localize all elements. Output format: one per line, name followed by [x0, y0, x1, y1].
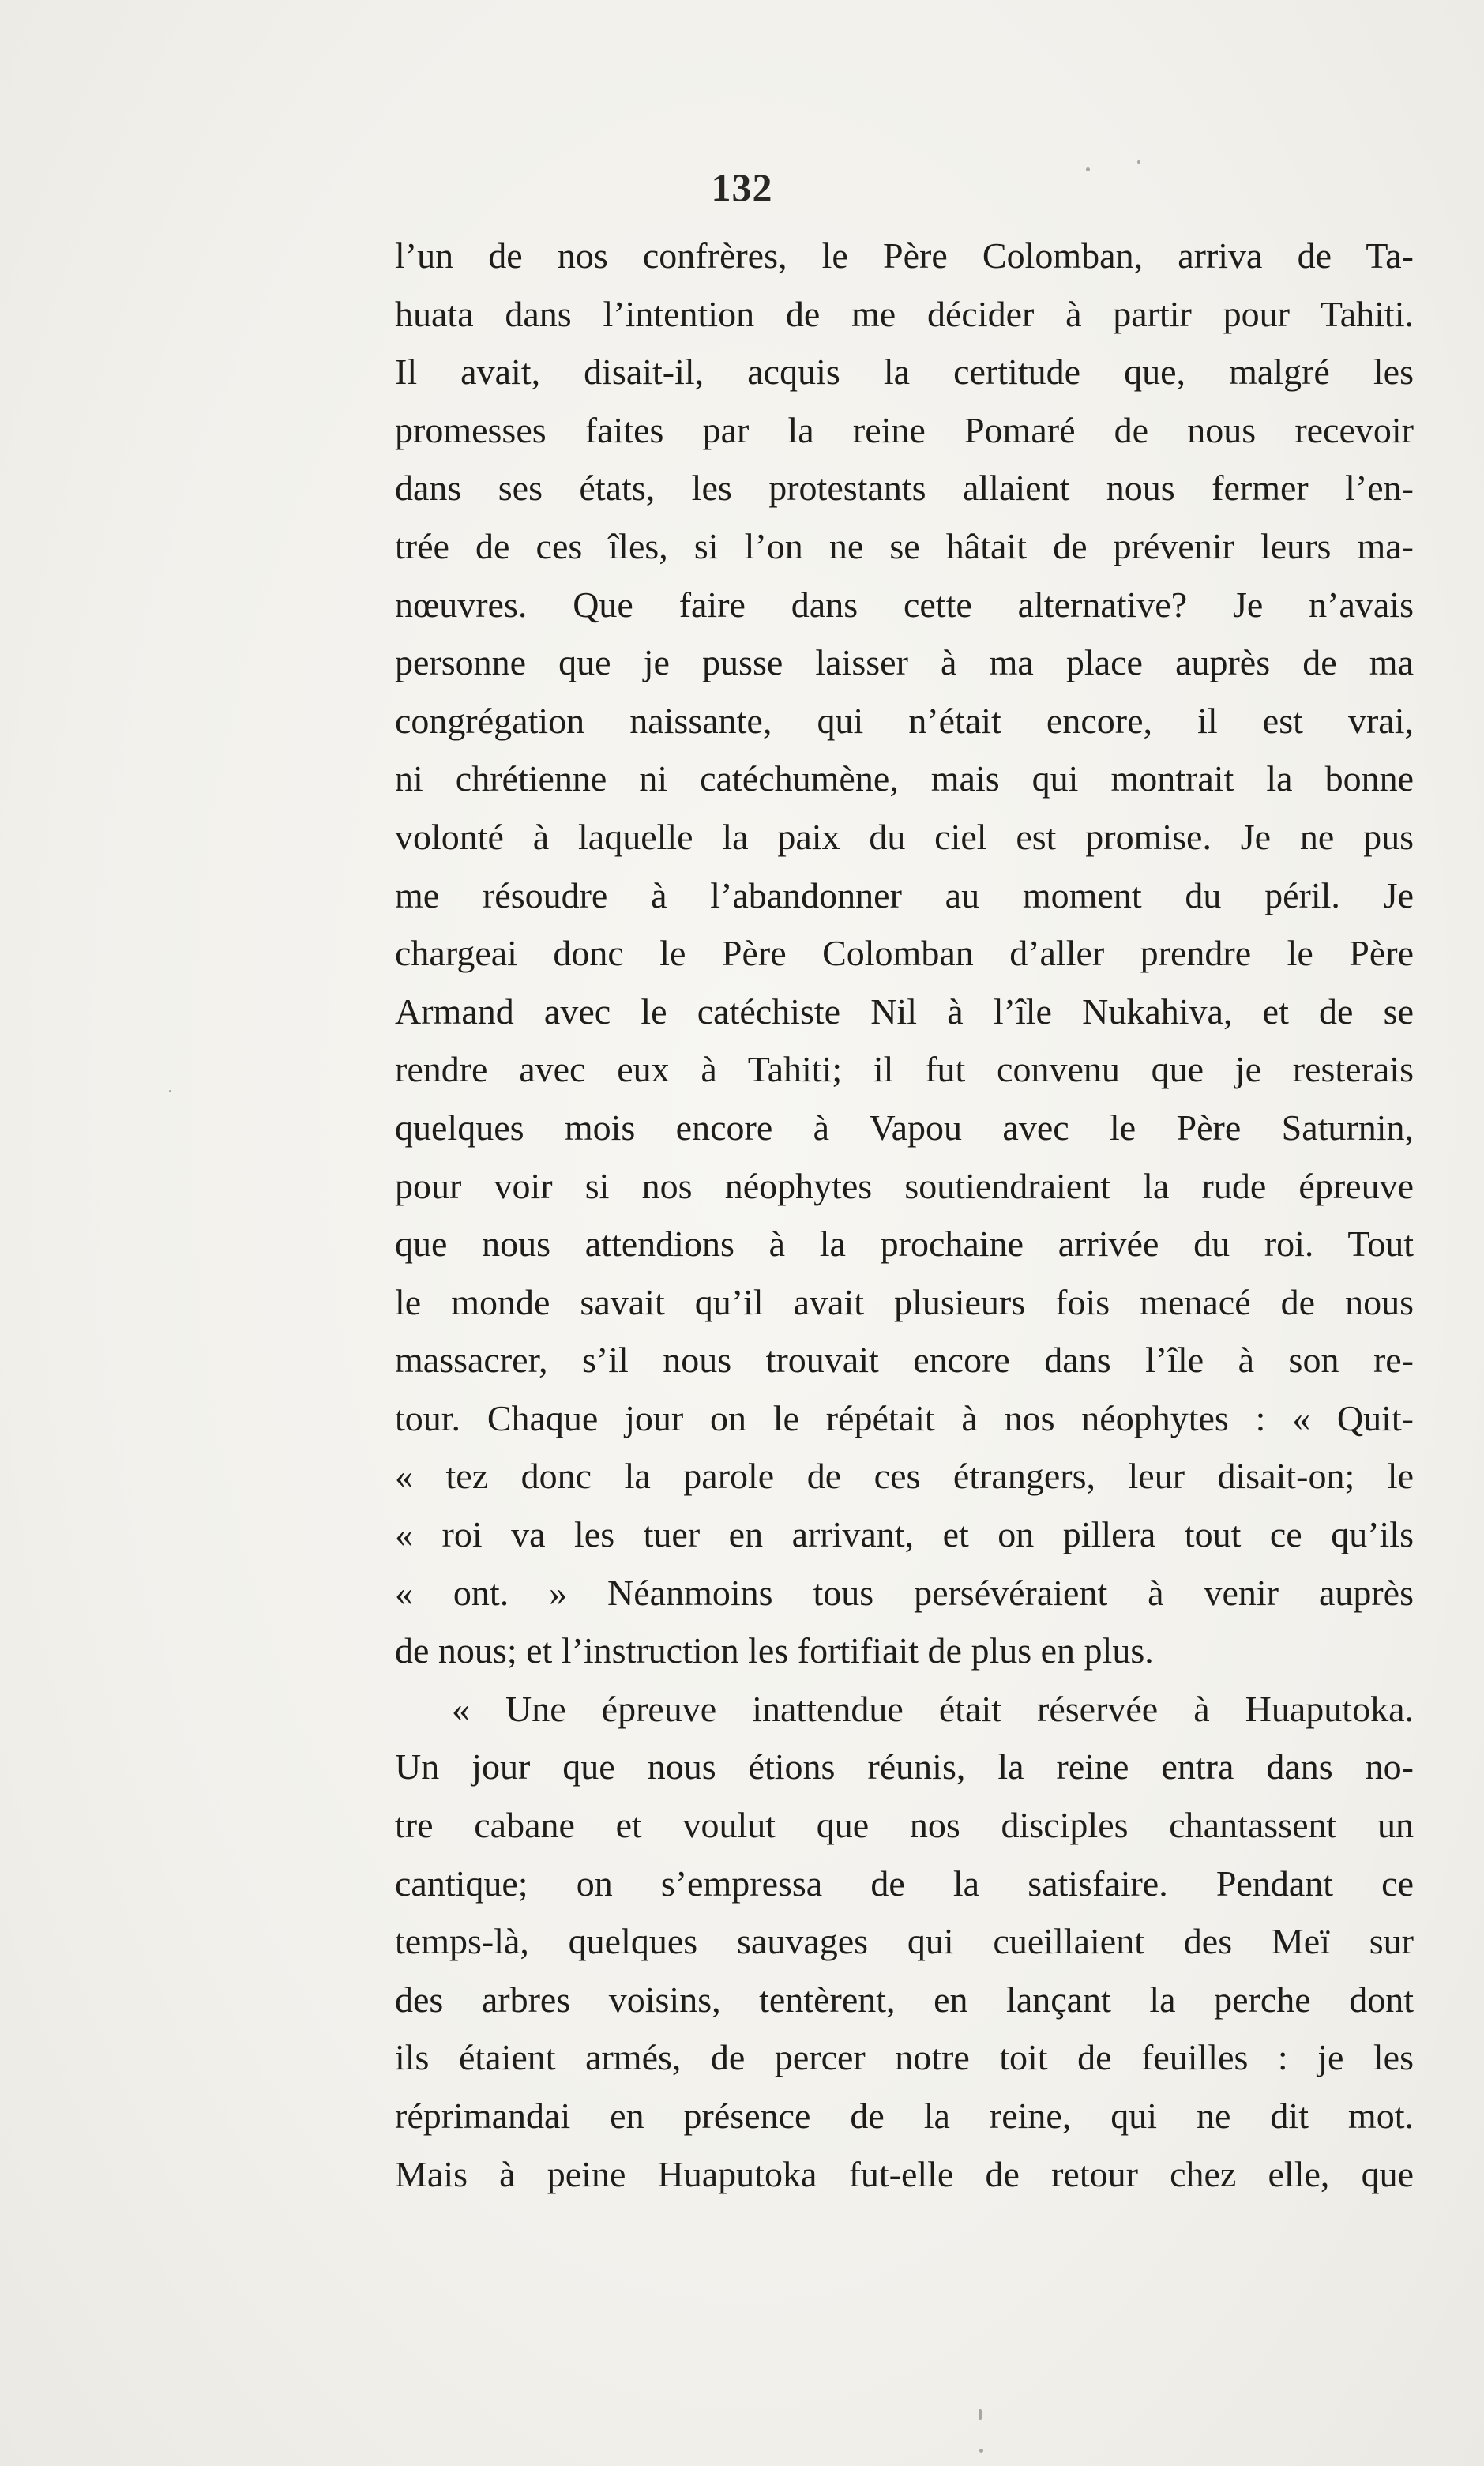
text-line: « roi va les tuer en arrivant, et on pillera tout ce qu’ils	[395, 1514, 1414, 1555]
page-number: 132	[711, 165, 773, 209]
text-line: nœuvres. Que faire dans cette alternative? Je n’avais	[395, 584, 1414, 625]
text-line: Il avait, disait-il, acquis la certitude que, malgré les	[395, 351, 1414, 393]
text-line: des arbres voisins, tentèrent, en lançant la perche dont	[395, 1979, 1414, 2020]
text-line: « ont. » Néanmoins tous persévéraient à venir auprès	[395, 1572, 1414, 1613]
text-line: massacrer, s’il nous trouvait encore dans l’île à son re-	[395, 1340, 1414, 1381]
text-line: chargeai donc le Père Colomban d’aller prendre le Père	[395, 933, 1414, 974]
text-line: de nous; et l’instruction les fortifiait de plus en plus.	[395, 1630, 1154, 1671]
text-line: Mais à peine Huaputoka fut-elle de retour chez elle, que	[395, 2153, 1414, 2194]
text-line: Un jour que nous étions réunis, la reine entra dans no-	[395, 1746, 1414, 1787]
paper-speck	[979, 2449, 983, 2453]
text-line: l’un de nos confrères, le Père Colomban, arriva de Ta-	[395, 235, 1414, 276]
text-line: ils étaient armés, de percer notre toit de feuilles : je les	[395, 2037, 1414, 2078]
text-line: volonté à laquelle la paix du ciel est promise. Je ne pus	[395, 816, 1414, 857]
text-line: quelques mois encore à Vapou avec le Père Saturnin,	[395, 1107, 1414, 1148]
text-line: personne que je pusse laisser à ma place auprès de ma	[395, 642, 1414, 683]
text-line: tre cabane et voulut que nos disciples chantassent un	[395, 1805, 1414, 1846]
text-line: cantique; on s’empressa de la satisfaire. Pendant ce	[395, 1863, 1414, 1904]
text-line: temps-là, quelques sauvages qui cueillaient des Meï sur	[395, 1921, 1414, 1962]
text-line: tour. Chaque jour on le répétait à nos néophytes : « Quit-	[395, 1397, 1414, 1438]
text-line: ni chrétienne ni catéchumène, mais qui montrait la bonne	[395, 758, 1414, 799]
text-line: Armand avec le catéchiste Nil à l’île Nukahiva, et de se	[395, 991, 1414, 1032]
text-line: « tez donc la parole de ces étrangers, leur disait-on; le	[395, 1456, 1414, 1497]
text-line: pour voir si nos néophytes soutiendraient la rude épreuve	[395, 1165, 1414, 1206]
text-line: rendre avec eux à Tahiti; il fut convenu que je resterais	[395, 1049, 1414, 1090]
paper-speck	[1086, 167, 1090, 171]
text-line: huata dans l’intention de me décider à partir pour Tahiti.	[395, 293, 1414, 334]
text-line: congrégation naissante, qui n’était encore, il est vrai,	[395, 700, 1414, 741]
text-line-paragraph-start: « Une épreuve inattendue était réservée à Huaputoka.	[452, 1688, 1414, 1729]
paper-speck	[979, 2409, 982, 2420]
body-text	[395, 227, 1414, 2203]
text-line: promesses faites par la reine Pomaré de nous recevoir	[395, 409, 1414, 450]
paper-speck	[169, 1090, 171, 1092]
text-line: dans ses états, les protestants allaient nous fermer l’en-	[395, 468, 1414, 509]
text-line: trée de ces îles, si l’on ne se hâtait de prévenir leurs ma-	[395, 525, 1414, 566]
text-line: réprimandai en présence de la reine, qui ne dit mot.	[395, 2096, 1414, 2136]
paper-speck	[1137, 160, 1140, 164]
text-line: que nous attendions à la prochaine arrivée du roi. Tout	[395, 1224, 1414, 1265]
text-line: me résoudre à l’abandonner au moment du péril. Je	[395, 874, 1414, 915]
text-line: le monde savait qu’il avait plusieurs fois menacé de nous	[395, 1281, 1414, 1322]
